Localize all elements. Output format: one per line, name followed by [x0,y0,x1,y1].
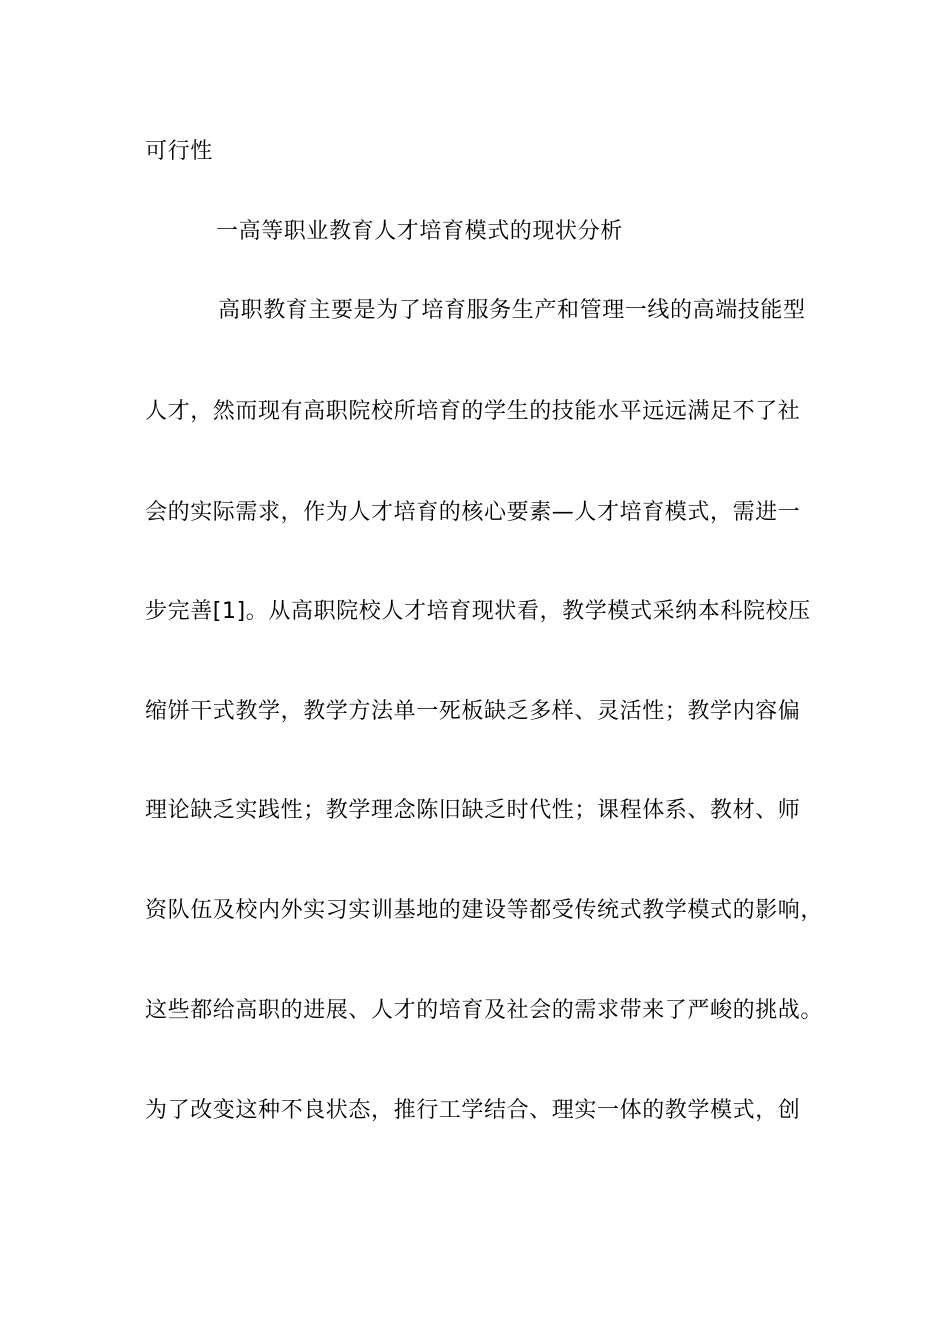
paragraph-line: 资队伍及校内外实习实训基地的建设等都受传统式教学模式的影响， [145,898,824,923]
paragraph-line: 高职教育主要是为了培育服务生产和管理一线的高端技能型 [218,298,806,323]
section-title-fragment: 可行性 [145,139,213,164]
paragraph-line: 理论缺乏实践性；教学理念陈旧缺乏时代性；课程体系、教材、师 [145,798,801,823]
paragraph-line: 会的实际需求，作为人才培育的核心要素—人才培育模式，需进一 [145,500,801,525]
paragraph-line: 步完善[1]。从高职院校人才培育现状看，教学模式采纳本科院校压 [145,599,811,624]
paragraph-line: 为了改变这种不良状态，推行工学结合、理实一体的教学模式，创 [145,1098,801,1123]
paragraph-line: 人才，然而现有高职院校所培育的学生的技能水平远远满足不了社 [145,399,801,424]
section-heading: 一高等职业教育人才培育模式的现状分析 [216,219,623,244]
paragraph-line: 这些都给高职的进展、人才的培育及社会的需求带来了严峻的挑战。 [145,998,824,1023]
paragraph-line: 缩饼干式教学，教学方法单一死板缺乏多样、灵活性；教学内容偏 [145,699,801,724]
